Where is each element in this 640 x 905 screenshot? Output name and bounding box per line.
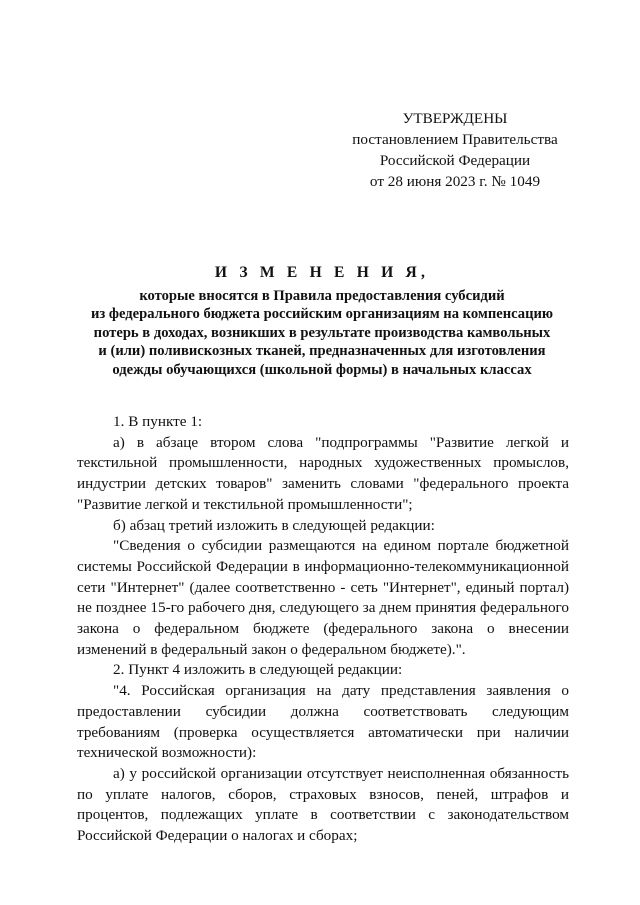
document-body xyxy=(77,412,569,847)
paragraph-item-2a: а) у российской организации отсутствует неисполненная обязанность по уплате налогов, сборов, страховых взносов, пеней, штрафов и процентов, подлежащих уплате в соответствии с законодательством Российской Федерации о налогах и сборах; xyxy=(77,764,569,845)
approval-title: УТВЕРЖДЕНЫ xyxy=(402,110,508,127)
approval-line-3: от 28 июня 2023 г. № 1049 xyxy=(369,173,541,190)
heading-title: И З М Е Н Е Н И Я, xyxy=(214,264,430,281)
paragraph-quote-1: "Сведения о субсидии размещаются на едином портале бюджетной системы Российской Федерации в информационно-телекоммуникационной сети "Интернет" (далее соответственно - сеть "Интернет", единый портал) не позднее 15-го рабочего дня, следующего за днем принятия федерального закона о федеральном бюджете (федерального закона о внесении изменений в федеральный закон о федеральном бюджете).". xyxy=(77,537,569,658)
document-heading xyxy=(60,263,584,379)
paragraph-item-1b: б) абзац третий изложить в следующей редакции: xyxy=(113,516,435,534)
heading-line-4: и (или) поливискозных тканей, предназначенных для изготовления xyxy=(98,343,546,360)
paragraph-item-2: 2. Пункт 4 изложить в следующей редакции: xyxy=(113,661,403,679)
heading-line-2: из федерального бюджета российским организациям на компенсацию xyxy=(90,306,554,323)
heading-line-3: потерь в доходах, возникших в результате производства камвольных xyxy=(93,324,551,341)
heading-line-5: одежды обучающихся (школьной формы) в начальных классах xyxy=(112,361,532,378)
paragraph-item-1: 1. В пункте 1: xyxy=(113,413,203,430)
paragraph-quote-2: "4. Российская организация на дату представления заявления о предоставлении субсидии должна соответствовать следующим требованиям (проверка осуществляется автоматически при наличии технической возможности): xyxy=(77,682,569,762)
paragraph-item-1a: а) в абзаце втором слова "подпрограммы "Развитие легкой и текстильной промышленности, народных художественных промыслов, индустрии детских товаров" заменить словами "федерального проекта "Развитие легкой и текстильной промышленности"; xyxy=(77,433,569,513)
approval-block xyxy=(340,108,570,192)
heading-line-1: которые вносятся в Правила предоставления субсидий xyxy=(139,288,505,304)
approval-line-2: Российской Федерации xyxy=(379,152,531,169)
approval-line-1: постановлением Правительства xyxy=(352,131,558,148)
